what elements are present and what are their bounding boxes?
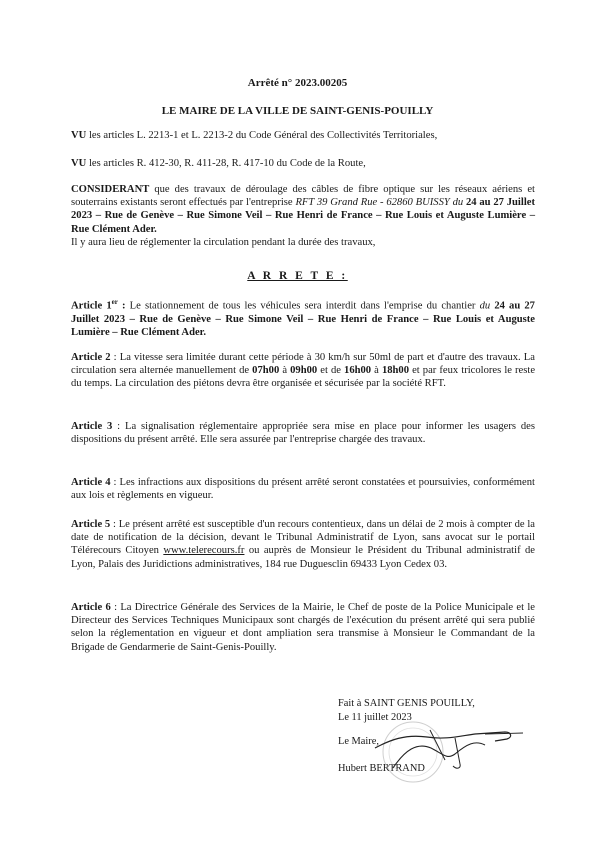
signature-place: Fait à SAINT GENIS POUILLY, [338, 698, 475, 709]
vu-paragraph-1 [71, 129, 535, 142]
article-3 [71, 420, 535, 446]
article-5-text-2: ou auprès de Monsieur le Président du Tribunal administratif de Lyon, Palais des Juridictions administratives, 184 rue Duguesclin 69433 Lyon Cedex 03. [71, 545, 535, 570]
article-4-text: : Les infractions aux dispositions du présent arrêté seront constatées et poursuivies, conformément aux lois et règlements en vigueur. [71, 477, 535, 502]
mayor-heading: LE MAIRE DE LA VILLE DE SAINT-GENIS-POUILLY [161, 105, 434, 117]
company-name: RFT 39 Grand Rue - 62860 BUISSY [295, 197, 450, 209]
vu-label: VU [71, 130, 87, 141]
considerant-dates: 24 au 27 Juillet 2023 – Rue de Genève – Rue Simone Veil – Rue Henri de France – Rue Louis et Auguste Lumière – Rue Clément Ader. [71, 197, 535, 235]
article-5-label: Article 5 [71, 519, 111, 530]
article-6-text: : La Directrice Générale des Services de la Mairie, le Chef de poste de la Police Municipale et le Directeur des Services Techniques Municipaux sont chargés de l'exécution du présent arrêté qui sera publié selon la réglementation en vigueur et dont ampliation sera transmise à Monsieur le Commandant de la Brigade de Gendarmerie de Saint-Genis-Pouilly. [71, 602, 535, 653]
article-1-dates: 24 au 27 Juillet 2023 – Rue de Genève – Rue Simone Veil – Rue Henri de France – Rue Louis et Auguste Lumière – Rue Clément Ader. [71, 300, 535, 338]
article-1-label: Article 1 [71, 300, 112, 312]
decree-number-title: Arrêté n° 2023.00205 [247, 77, 348, 89]
vu-label: VU [71, 158, 87, 169]
article-3-text: : La signalisation réglementaire appropriée sera mise en place pour informer les usagers des dispositions du présent arrêté. Elle sera assurée par l'entreprise chargée des travaux. [71, 421, 535, 446]
article-4-label: Article 4 [71, 477, 111, 488]
article-1-colon: : [117, 300, 126, 312]
article-2-text-2: et par feux tricolores le reste du temps. La circulation des piétons devra être organisée et sécurisée par la société RFT. [71, 365, 536, 390]
article-2-label: Article 2 [71, 352, 111, 363]
article-1-text: Le stationnement de tous les véhicules sera interdit dans l'emprise du chantier [125, 300, 480, 312]
signature-date: Le 11 juillet 2023 [338, 712, 412, 723]
article-3-label: Article 3 [71, 421, 113, 432]
article-4 [71, 476, 535, 502]
article-2-a-1: à [279, 365, 291, 377]
article-2 [71, 351, 535, 391]
considerant-du: du [449, 197, 466, 209]
telerecours-link[interactable]: www.telerecours.fr [163, 545, 245, 557]
article-1 [71, 296, 535, 339]
time-3: 16h00 [344, 365, 372, 377]
article-1-sup: er [111, 298, 118, 306]
signature-name: Hubert BERTRAND [338, 763, 425, 774]
considerant-paragraph [71, 183, 535, 249]
vu-text: les articles L. 2213-1 et L. 2213-2 du Code Général des Collectivités Territoriales, [86, 130, 438, 141]
article-2-text-1: : La vitesse sera limitée durant cette période à 30 km/h sur 50ml de part et d'autre des travaux. La circulation sera alternée manuellement de [71, 352, 535, 377]
vu-paragraph-2 [71, 157, 535, 170]
time-1: 07h00 [252, 365, 280, 377]
official-stamp [383, 722, 443, 782]
article-6 [71, 601, 535, 654]
arrete-heading: A R R E T E : [247, 270, 348, 282]
article-1-du: du [479, 300, 491, 312]
vu-text: les articles R. 412-30, R. 411-28, R. 417-10 du Code de la Route, [86, 158, 366, 169]
article-5-text-1: : Le présent arrêté est susceptible d'un recours contentieux, dans un délai de 2 mois à compter de la date de notification de la décision, devant le Tribunal Administratif de Lyon, sans avocat sur le portail Télérecours Citoyen [71, 519, 535, 557]
signature-role: Le Maire, [338, 736, 379, 747]
article-6-label: Article 6 [71, 602, 111, 613]
time-4: 18h00 [381, 365, 410, 377]
considerant-text: que des travaux de déroulage des câbles de fibre optique sur les réseaux aériens et souterrains existants seront effectués par l'entreprise [71, 184, 535, 209]
article-2-et: et de [317, 365, 345, 377]
handwritten-signature [335, 690, 535, 790]
time-2: 09h00 [290, 365, 318, 377]
article-2-a-2: à [371, 365, 382, 377]
considerant-label: CONSIDERANT [71, 184, 150, 195]
considerant-text-2: Il y aura lieu de réglementer la circulation pendant la durée des travaux, [71, 236, 376, 248]
article-5 [71, 518, 535, 571]
